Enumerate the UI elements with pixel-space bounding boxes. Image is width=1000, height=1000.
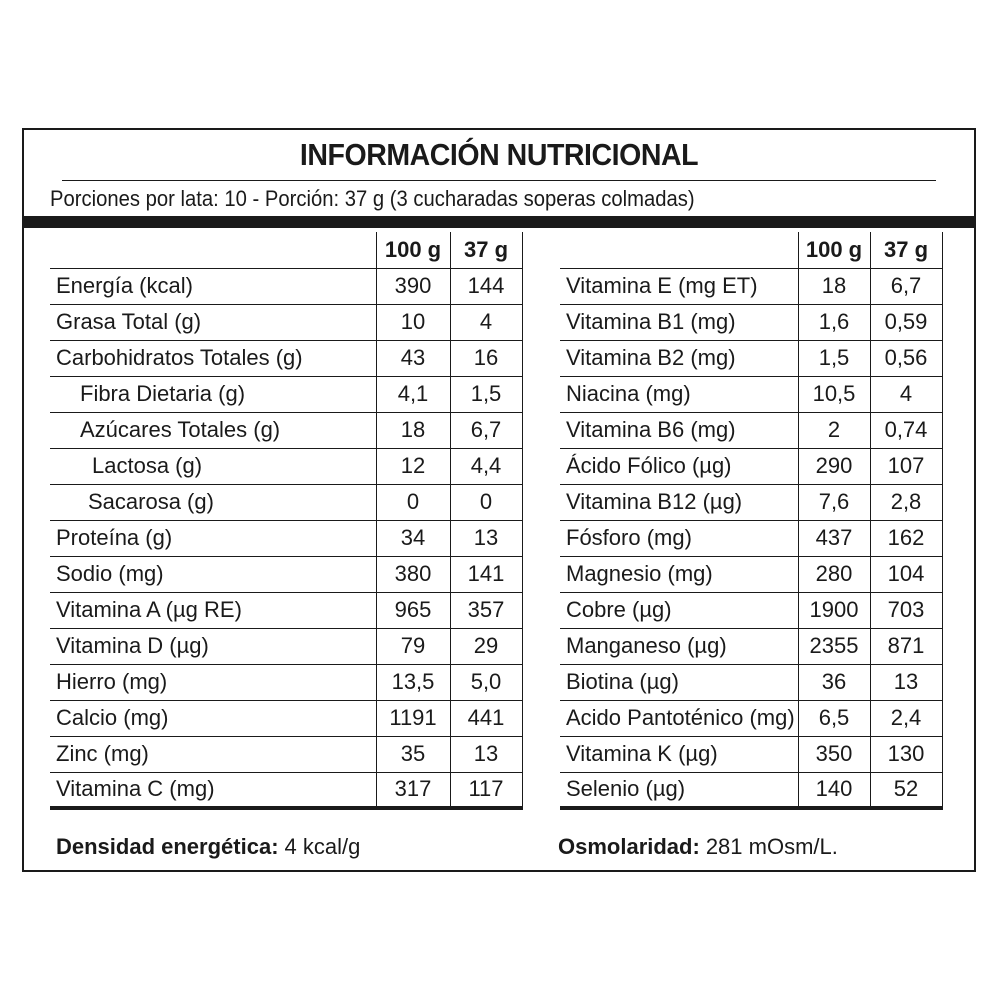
- value-per-37g: 141: [450, 556, 522, 592]
- column-header-37g: 37 g: [870, 232, 942, 268]
- value-per-37g: 4: [450, 304, 522, 340]
- value-per-100g: 2355: [798, 628, 870, 664]
- nutrient-label: Azúcares Totales (g): [50, 412, 376, 448]
- nutrition-table-left: [50, 232, 523, 810]
- value-per-100g: 390: [376, 268, 450, 304]
- header-empty-cell: [560, 232, 798, 268]
- value-per-37g: 0,74: [870, 412, 942, 448]
- value-per-37g: 6,7: [450, 412, 522, 448]
- nutrient-label: Zinc (mg): [50, 736, 376, 772]
- value-per-100g: 1,5: [798, 340, 870, 376]
- value-per-100g: 1900: [798, 592, 870, 628]
- nutrient-label: Sacarosa (g): [50, 484, 376, 520]
- nutrient-label: Proteína (g): [50, 520, 376, 556]
- value-per-37g: 0,59: [870, 304, 942, 340]
- table-row: [560, 664, 942, 700]
- table-row: [50, 736, 522, 772]
- nutrition-facts-panel: [22, 128, 976, 872]
- value-per-100g: 350: [798, 736, 870, 772]
- nutrient-label: Grasa Total (g): [50, 304, 376, 340]
- column-header-37g: 37 g: [450, 232, 522, 268]
- value-per-100g: 4,1: [376, 376, 450, 412]
- value-per-37g: 0,56: [870, 340, 942, 376]
- table-row: [50, 304, 522, 340]
- value-per-37g: 871: [870, 628, 942, 664]
- value-per-37g: 107: [870, 448, 942, 484]
- value-per-100g: 290: [798, 448, 870, 484]
- table-row: [50, 340, 522, 376]
- nutrient-label: Fósforo (mg): [560, 520, 798, 556]
- value-per-100g: 437: [798, 520, 870, 556]
- header-empty-cell: [50, 232, 376, 268]
- osmolarity: [558, 830, 838, 864]
- value-per-37g: 2,4: [870, 700, 942, 736]
- value-per-37g: 13: [450, 736, 522, 772]
- nutrient-label: Vitamina C (mg): [50, 772, 376, 808]
- nutrient-label: Vitamina D (µg): [50, 628, 376, 664]
- value-per-37g: 117: [450, 772, 522, 808]
- nutrient-label: Fibra Dietaria (g): [50, 376, 376, 412]
- value-per-37g: 4,4: [450, 448, 522, 484]
- value-per-37g: 144: [450, 268, 522, 304]
- value-per-100g: 7,6: [798, 484, 870, 520]
- value-per-100g: 35: [376, 736, 450, 772]
- table-row: [50, 772, 522, 808]
- table-row: [560, 700, 942, 736]
- value-per-100g: 36: [798, 664, 870, 700]
- value-per-37g: 13: [450, 520, 522, 556]
- nutrition-table-right: [560, 232, 943, 810]
- table-row: [560, 412, 942, 448]
- value-per-100g: 34: [376, 520, 450, 556]
- table-row: [560, 520, 942, 556]
- value-per-100g: 0: [376, 484, 450, 520]
- table-row: [560, 556, 942, 592]
- value-per-37g: 162: [870, 520, 942, 556]
- nutrient-label: Carbohidratos Totales (g): [50, 340, 376, 376]
- table-row: [50, 412, 522, 448]
- value-per-100g: 43: [376, 340, 450, 376]
- nutrient-label: Sodio (mg): [50, 556, 376, 592]
- column-header-100g: 100 g: [376, 232, 450, 268]
- nutrient-label: Hierro (mg): [50, 664, 376, 700]
- panel-title: INFORMACIÓN NUTRICIONAL: [62, 130, 936, 181]
- table-row: [560, 268, 942, 304]
- nutrient-label: Vitamina B6 (mg): [560, 412, 798, 448]
- value-per-100g: 12: [376, 448, 450, 484]
- nutrient-label: Niacina (mg): [560, 376, 798, 412]
- table-row: [50, 628, 522, 664]
- table-row: [50, 448, 522, 484]
- nutrient-label: Ácido Fólico (µg): [560, 448, 798, 484]
- value-per-37g: 441: [450, 700, 522, 736]
- table-header-row: [560, 232, 942, 268]
- value-per-37g: 703: [870, 592, 942, 628]
- value-per-100g: 280: [798, 556, 870, 592]
- nutrient-label: Vitamina B1 (mg): [560, 304, 798, 340]
- value-per-37g: 4: [870, 376, 942, 412]
- energy-density-value: 4 kcal/g: [284, 834, 361, 859]
- column-header-100g: 100 g: [798, 232, 870, 268]
- table-row: [50, 484, 522, 520]
- value-per-100g: 317: [376, 772, 450, 808]
- table-row: [560, 448, 942, 484]
- nutrient-label: Vitamina B12 (µg): [560, 484, 798, 520]
- nutrient-label: Selenio (µg): [560, 772, 798, 808]
- value-per-100g: 380: [376, 556, 450, 592]
- value-per-37g: 104: [870, 556, 942, 592]
- value-per-100g: 18: [798, 268, 870, 304]
- nutrient-label: Vitamina E (mg ET): [560, 268, 798, 304]
- value-per-100g: 1191: [376, 700, 450, 736]
- osmolarity-label: Osmolaridad:: [558, 834, 700, 859]
- osmolarity-value: 281 mOsm/L.: [705, 834, 838, 859]
- value-per-37g: 29: [450, 628, 522, 664]
- value-per-37g: 2,8: [870, 484, 942, 520]
- table-row: [560, 736, 942, 772]
- nutrient-label: Lactosa (g): [50, 448, 376, 484]
- header-divider: [24, 216, 974, 228]
- value-per-37g: 13: [870, 664, 942, 700]
- table-row: [560, 592, 942, 628]
- table-row: [50, 268, 522, 304]
- table-row: [560, 484, 942, 520]
- table-row: [560, 628, 942, 664]
- table-row: [50, 376, 522, 412]
- value-per-100g: 965: [376, 592, 450, 628]
- value-per-37g: 357: [450, 592, 522, 628]
- value-per-37g: 52: [870, 772, 942, 808]
- table-row: [560, 304, 942, 340]
- value-per-100g: 79: [376, 628, 450, 664]
- serving-info: Porciones por lata: 10 - Porción: 37 g (3 cucharadas soperas colmadas): [50, 186, 695, 211]
- nutrient-label: Biotina (µg): [560, 664, 798, 700]
- value-per-100g: 140: [798, 772, 870, 808]
- nutrient-label: Vitamina K (µg): [560, 736, 798, 772]
- nutrient-label: Manganeso (µg): [560, 628, 798, 664]
- value-per-37g: 5,0: [450, 664, 522, 700]
- nutrient-label: Calcio (mg): [50, 700, 376, 736]
- value-per-37g: 1,5: [450, 376, 522, 412]
- value-per-100g: 6,5: [798, 700, 870, 736]
- value-per-100g: 2: [798, 412, 870, 448]
- nutrient-label: Acido Pantoténico (mg): [560, 700, 798, 736]
- table-header-row: [50, 232, 522, 268]
- table-row: [50, 592, 522, 628]
- nutrient-label: Cobre (µg): [560, 592, 798, 628]
- table-row: [560, 772, 942, 808]
- value-per-37g: 0: [450, 484, 522, 520]
- table-row: [50, 700, 522, 736]
- table-row: [50, 520, 522, 556]
- table-row: [560, 340, 942, 376]
- table-row: [50, 664, 522, 700]
- energy-density: [56, 830, 360, 864]
- energy-density-label: Densidad energética:: [56, 834, 279, 859]
- value-per-100g: 13,5: [376, 664, 450, 700]
- value-per-37g: 130: [870, 736, 942, 772]
- nutrient-label: Magnesio (mg): [560, 556, 798, 592]
- value-per-100g: 10,5: [798, 376, 870, 412]
- table-row: [560, 376, 942, 412]
- table-row: [50, 556, 522, 592]
- value-per-100g: 10: [376, 304, 450, 340]
- value-per-100g: 18: [376, 412, 450, 448]
- value-per-37g: 16: [450, 340, 522, 376]
- value-per-37g: 6,7: [870, 268, 942, 304]
- nutrient-label: Vitamina B2 (mg): [560, 340, 798, 376]
- value-per-100g: 1,6: [798, 304, 870, 340]
- nutrient-label: Vitamina A (µg RE): [50, 592, 376, 628]
- nutrient-label: Energía (kcal): [50, 268, 376, 304]
